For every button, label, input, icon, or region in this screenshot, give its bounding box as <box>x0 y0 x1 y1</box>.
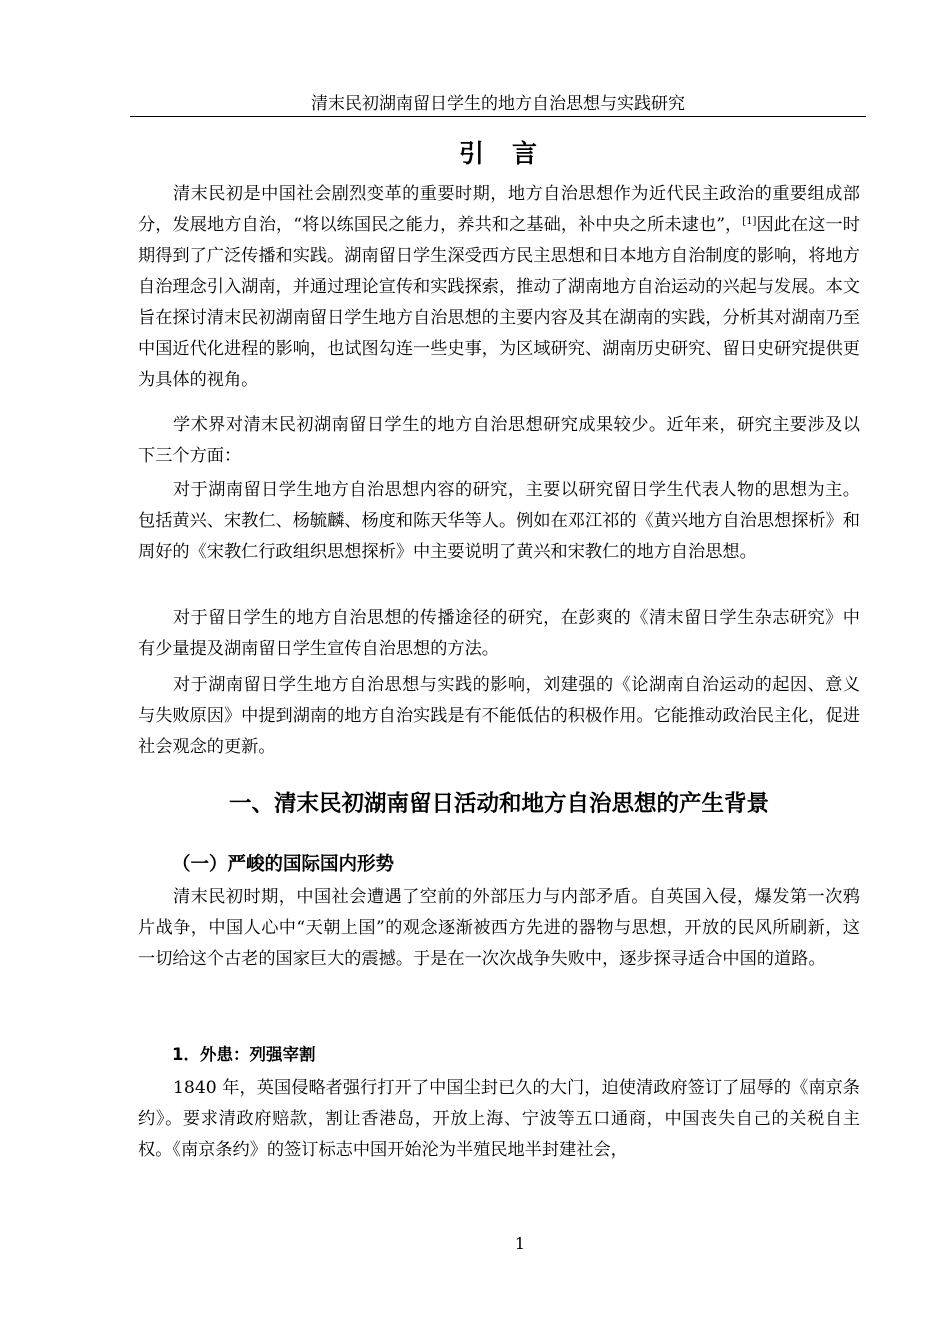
running-header-title: 清末民初湖南留日学生的地方自治思想与实践研究 <box>311 94 685 114</box>
intro-paragraph-4: 对于留日学生的地方自治思想的传播途径的研究，在彭爽的《清末留日学生杂志研究》中有少量提及湖南留日学生宣传自治思想的方法。 <box>138 608 860 659</box>
item-1-heading: 1．外患：列强宰割 <box>172 1045 316 1064</box>
section-1-heading: 一、清末民初湖南留日活动和地方自治思想的产生背景 <box>228 791 769 817</box>
intro-paragraph-3: 对于湖南留日学生地方自治思想内容的研究，主要以研究留日学生代表人物的思想为主。包括黄兴、宋教仁、杨毓麟、杨度和陈天华等人。例如在邓江祁的《黄兴地方自治思想探析》和周好的《宋教仁行政组织思想探析》中主要说明了黄兴和宋教仁的地方自治思想。 <box>138 480 860 562</box>
section-1-paragraph-1: 清末民初时期，中国社会遭遇了空前的外部压力与内部矛盾。自英国入侵，爆发第一次鸦片战争，中国人心中“天朝上国”的观念逐渐被西方先进的器物与思想，开放的民风所刷新，这一切给这个古老的国家巨大的震撼。于是在一次次战争失败中，逐步探寻适合中国的道路。 <box>138 887 860 969</box>
intro-heading: 引言 <box>458 139 565 168</box>
section-1-subheading: （一）严峻的国际国内形势 <box>172 854 395 875</box>
footnote-ref[interactable]: [1] <box>742 216 757 227</box>
intro-paragraph-2: 学术界对清末民初湖南留日学生的地方自治思想研究成果较少。近年来，研究主要涉及以下三个方面： <box>138 415 860 466</box>
item-1-paragraph-1: 1840 年，英国侵略者强行打开了中国尘封已久的大门，迫使清政府签订了屈辱的《南京条约》。要求清政府赔款，割让香港岛，开放上海、宁波等五口通商，中国丧失自己的关税自主权。《南京条约》的签订标志中国开始沦为半殖民地半封建社会， <box>138 1078 860 1160</box>
header-divider <box>130 116 866 117</box>
intro-paragraph-1-text-a: 清末民初是中国社会剧烈变革的重要时期，地方自治思想作为近代民主政治的重要组成部分，发展地方自治，“将以练国民之能力，养共和之基础，补中央之所未逮也”， <box>138 184 860 235</box>
intro-paragraph-1-text-b: 因此在这一时期得到了广泛传播和实践。湖南留日学生深受西方民主思想和日本地方自治制度的影响，将地方自治理念引入湖南，并通过理论宣传和实践探索，推动了湖南地方自治运动的兴起与发展。本文旨在探讨清末民初湖南留日学生地方自治思想的主要内容及其在湖南的实践，分析其对湖南乃至中国近代化进程的影响，也试图勾连一些史事，为区域研究、湖南历史研究、留日史研究提供更为具体的视角。 <box>138 215 860 390</box>
intro-paragraph-5: 对于湖南留日学生地方自治思想与实践的影响，刘建强的《论湖南自治运动的起因、意义与失败原因》中提到湖南的地方自治实践是有不能低估的积极作用。它能推动政治民主化，促进社会观念的更新。 <box>138 675 860 757</box>
intro-paragraph-1 <box>138 179 860 396</box>
page-number: 1 <box>514 1234 526 1253</box>
